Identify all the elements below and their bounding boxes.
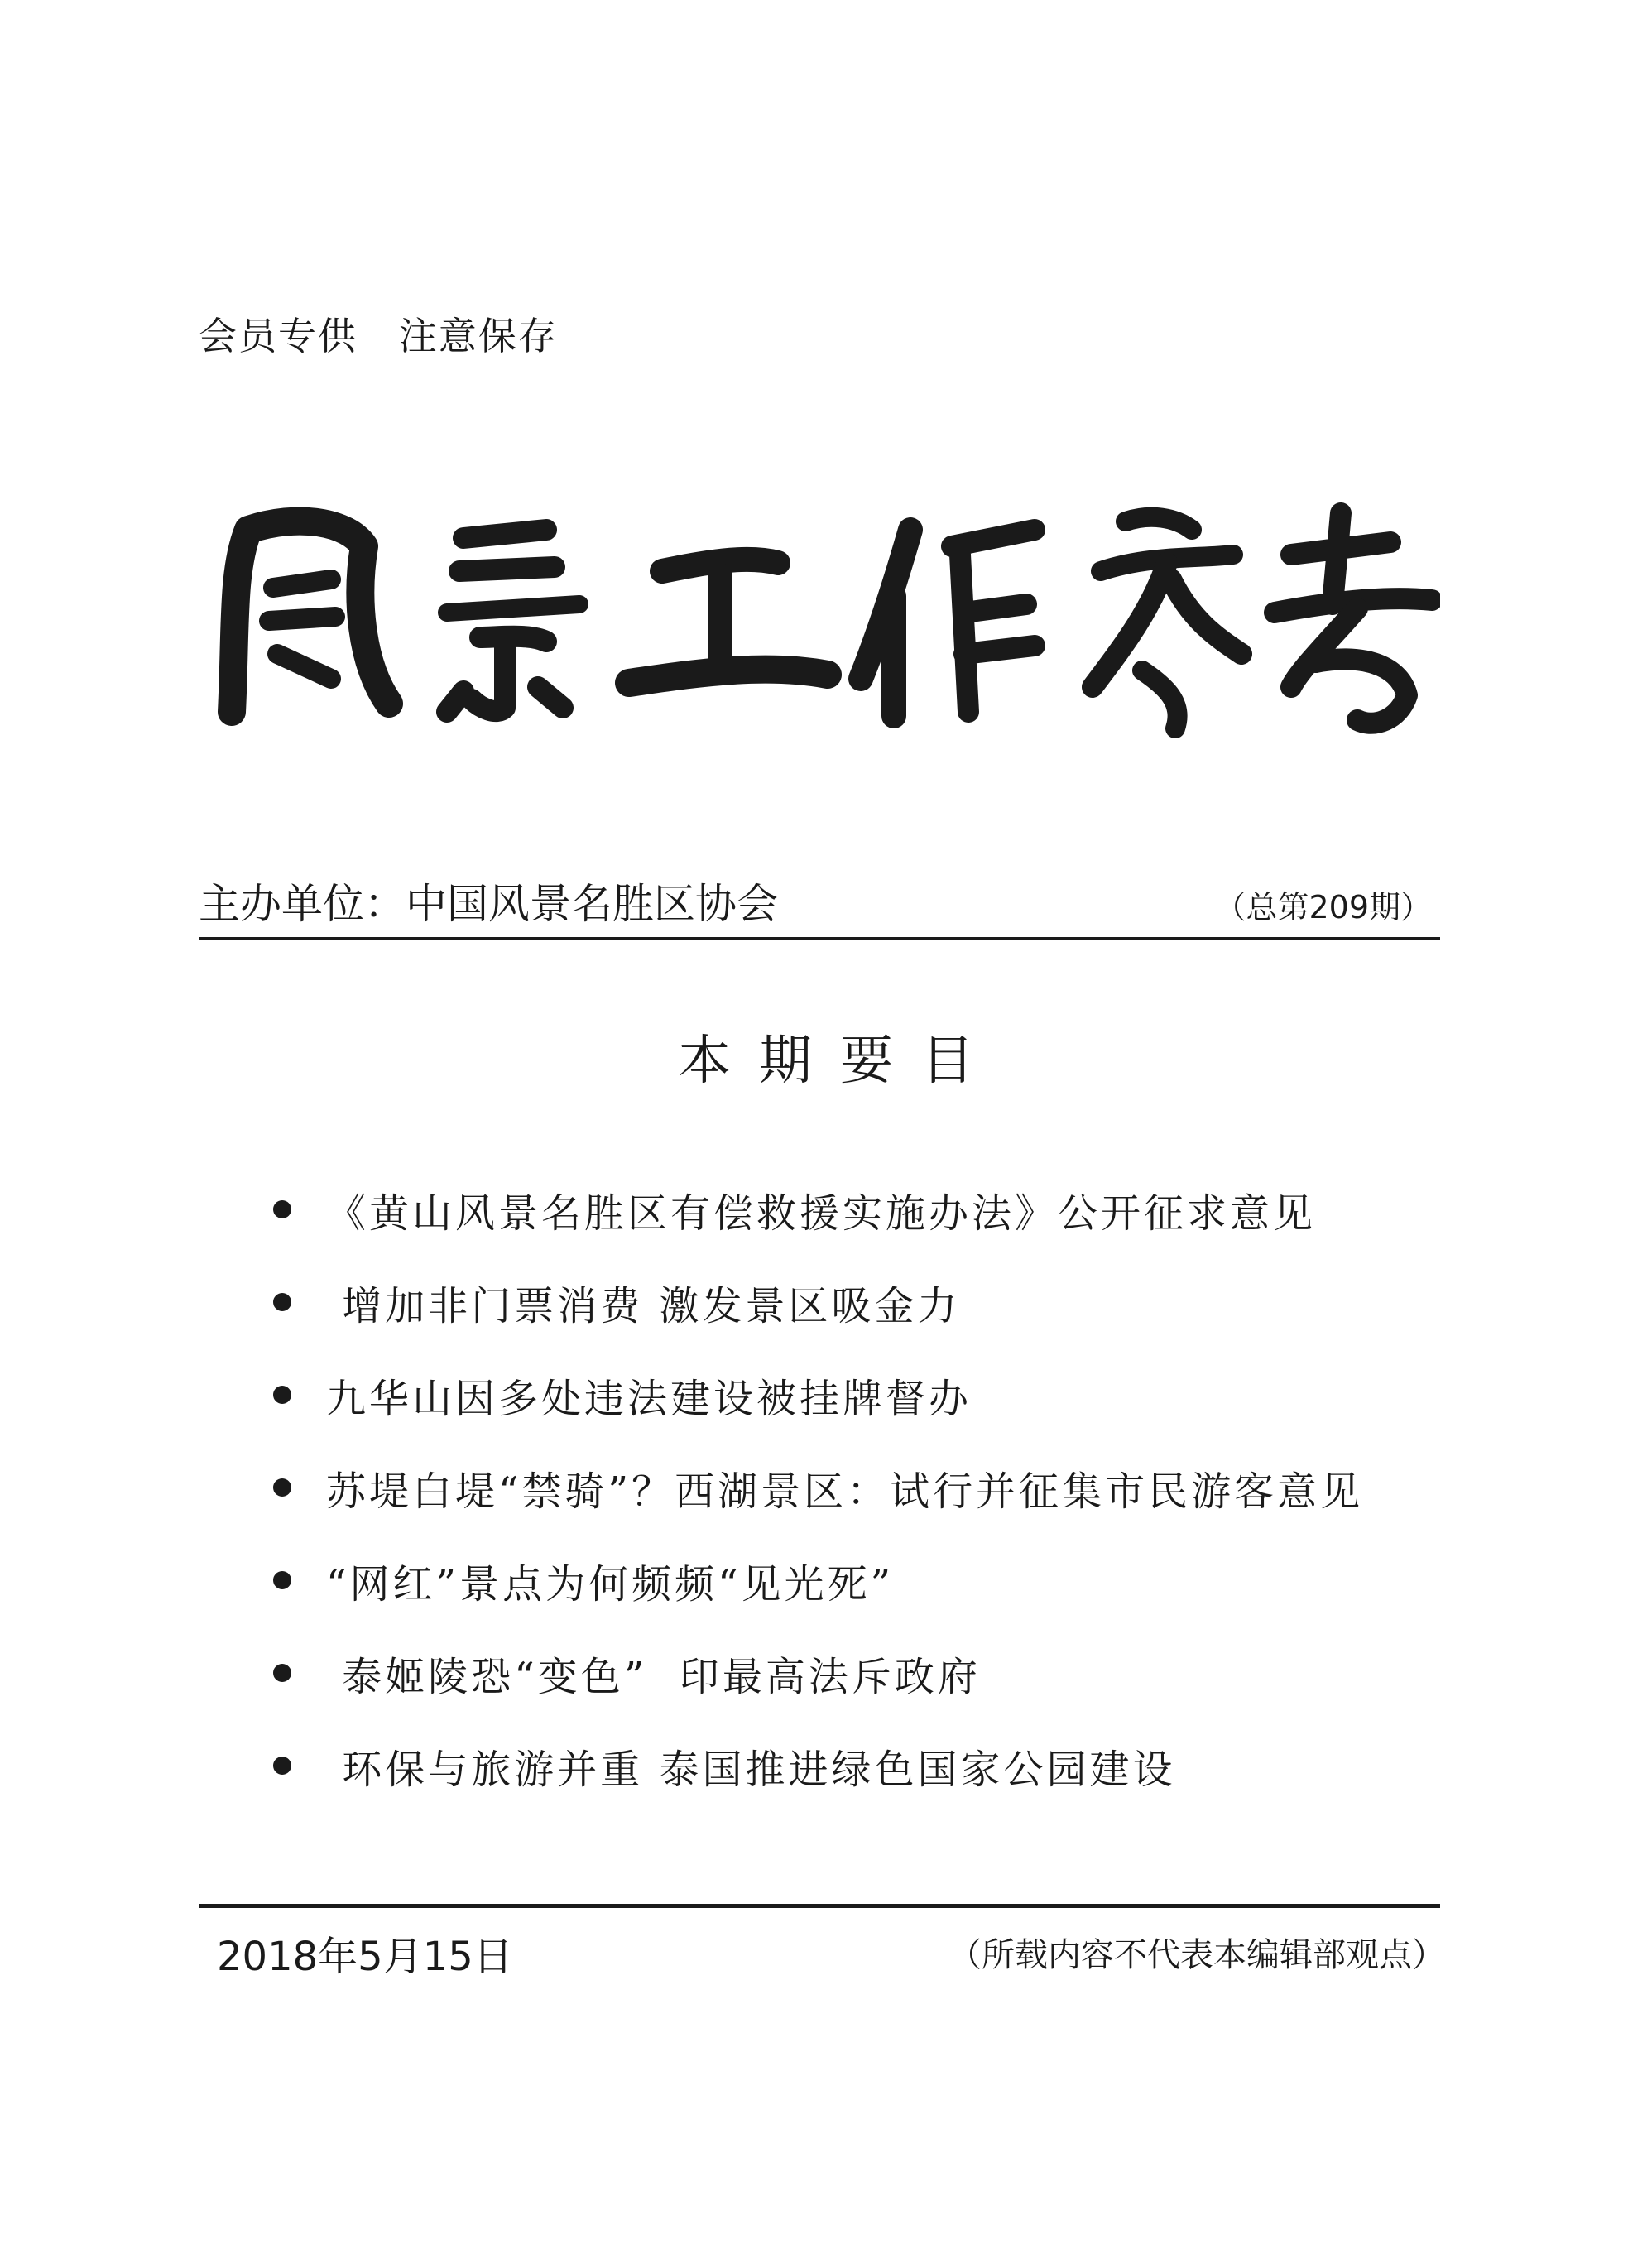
toc-item [273, 1441, 1363, 1534]
toc-item [273, 1627, 1363, 1719]
issue-number: （总第209期） [1214, 889, 1432, 925]
bullet-icon [273, 1571, 291, 1589]
sponsor-bar [199, 877, 1440, 940]
toc-heading: 本期要目 [678, 1031, 1002, 1092]
bullet-icon [273, 1478, 291, 1497]
toc-item [273, 1163, 1363, 1256]
toc-list [273, 1163, 1363, 1812]
bullet-icon [273, 1200, 291, 1218]
toc-item-text: 泰姬陵恐“变色” 印最高法斥政府 [326, 1653, 981, 1700]
masthead-calligraphy-logo [199, 497, 1440, 745]
toc-item-text: 《黄山风景名胜区有偿救援实施办法》公开征求意见 [326, 1189, 1317, 1237]
bullet-icon [273, 1386, 291, 1404]
members-only-notice: 会员专供 注意保存 [199, 314, 558, 358]
bullet-icon [273, 1664, 291, 1682]
publication-date: 2018年5月15日 [217, 1934, 513, 1980]
masthead-brush-strokes [199, 497, 1440, 745]
bullet-icon [273, 1757, 291, 1775]
toc-item-text: 增加非门票消费 激发景区吸金力 [326, 1282, 961, 1329]
bullet-icon [273, 1293, 291, 1311]
toc-item [273, 1348, 1363, 1441]
toc-item-text: “网红”景点为何频频“见光死” [326, 1560, 895, 1608]
toc-item-text: 环保与旅游并重 泰国推进绿色国家公园建设 [326, 1746, 1176, 1793]
sponsor-text: 主办单位：中国风景名胜区协会 [199, 880, 778, 928]
toc-item [273, 1256, 1363, 1348]
footer-divider [199, 1904, 1440, 1908]
toc-item [273, 1534, 1363, 1627]
toc-item-text: 九华山因多处违法建设被挂牌督办 [326, 1375, 972, 1422]
disclaimer-text: （所载内容不代表本编辑部观点） [948, 1936, 1445, 1974]
toc-item [273, 1719, 1363, 1812]
toc-item-text: 苏堤白堤“禁骑”？西湖景区：试行并征集市民游客意见 [326, 1468, 1364, 1515]
